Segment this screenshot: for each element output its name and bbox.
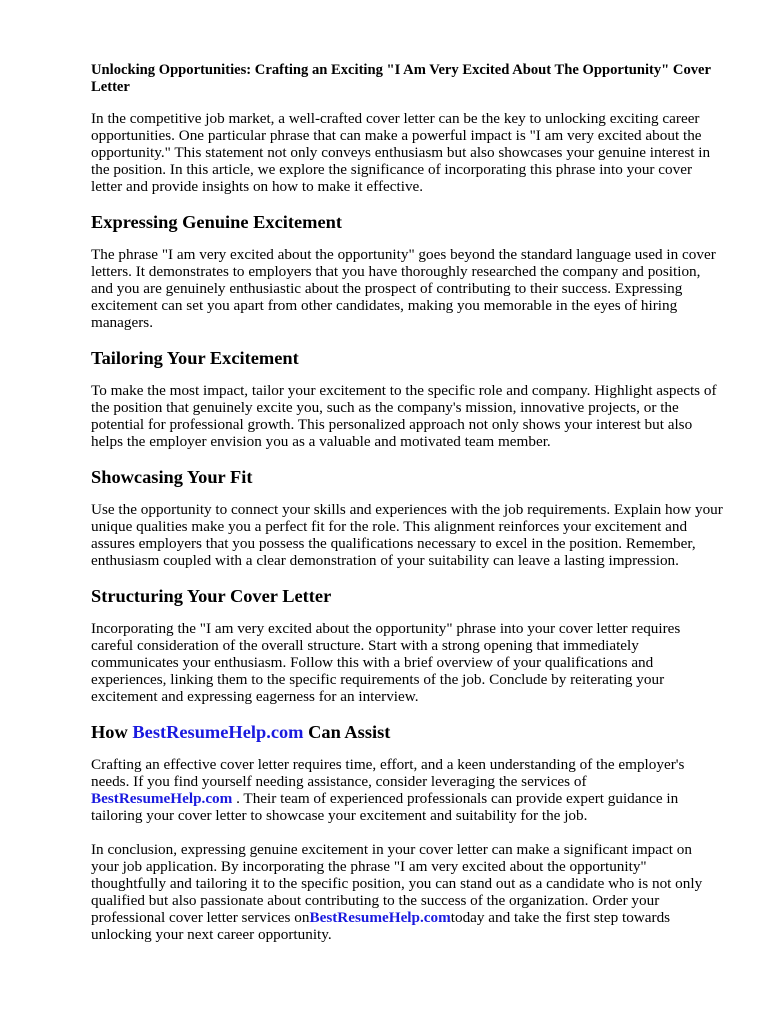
heading-bestresumehelp-link[interactable]: BestResumeHelp.com [132,722,304,742]
heading-how-can-assist [91,721,723,743]
heading-showcasing-fit: Showcasing Your Fit [91,467,253,487]
heading-expressing-excitement: Expressing Genuine Excitement [91,212,343,232]
heading-assist-suffix: Can Assist [303,722,391,742]
paragraph-structuring-letter: Incorporating the "I am very excited about the opportunity" phrase into your cover letter requires careful consideration of the overall structure. Start with a strong opening that immediately communicates your enthusiasm. Follow this with a brief overview of your qualifications and experiences, linking them to the specific requirements of the job. Conclude by reiterating your excitement and expressing eagerness for an interview. [91,620,681,705]
document-page [91,62,723,943]
document-title: Unlocking Opportunities: Crafting an Exciting "I Am Very Excited About The Opportunity" Cover Letter [91,62,711,95]
paragraph-expressing-excitement: The phrase "I am very excited about the opportunity" goes beyond the standard language used in cover letters. It demonstrates to employers that you have thoroughly researched the company and position, and you are genuinely enthusiastic about the prospect of contributing to their success. Expressing excitement can set you apart from other candidates, making you memorable in the eyes of hiring managers. [91,246,716,331]
conclusion-text-after: today and take the first step towards unlocking your next career opportunity. [91,909,671,943]
paragraph-how-can-assist [91,756,723,824]
paragraph-tailoring-excitement: To make the most impact, tailor your excitement to the specific role and company. Highlight aspects of the position that genuinely excite you, such as the company's mission, innovative projects, or the potential for professional growth. This personalized approach not only shows your interest but also helps the employer envision you as a valuable and motivated team member. [91,382,717,450]
heading-tailoring-excitement: Tailoring Your Excitement [91,348,299,368]
assist-text-after: . Their team of experienced professionals can provide expert guidance in tailoring your cover letter to showcase your excitement and suitability for the job. [91,790,679,824]
assist-bestresumehelp-link[interactable]: BestResumeHelp.com [91,790,233,807]
assist-text-before: Crafting an effective cover letter requires time, effort, and a keen understanding of the employer's needs. If you find yourself needing assistance, consider leveraging the services of [91,756,685,790]
conclusion-text-before: In conclusion, expressing genuine excitement in your cover letter can make a significant impact on your job application. By incorporating the phrase "I am very excited about the opportunity" thoughtfully and tailoring it to the specific position, you can stand out as a candidate who is not only qualified but also passionate about contributing to the success of the organization. Order your professional cover letter services on [91,841,703,926]
intro-paragraph: In the competitive job market, a well-crafted cover letter can be the key to unlocking exciting career opportunities. One particular phrase that can make a powerful impact is "I am very excited about the opportunity." This statement not only conveys enthusiasm but also showcases your genuine interest in the position. In this article, we explore the significance of incorporating this phrase into your cover letter and provide insights on how to make it effective. [91,110,711,195]
heading-assist-prefix: How [91,722,133,742]
conclusion-bestresumehelp-link[interactable]: BestResumeHelp.com [309,909,451,926]
paragraph-conclusion [91,841,723,943]
heading-structuring-letter: Structuring Your Cover Letter [91,586,332,606]
paragraph-showcasing-fit: Use the opportunity to connect your skills and experiences with the job requirements. Explain how your unique qualities make you a perfect fit for the role. This alignment reinforces your excitement and assures employers that you possess the qualifications necessary to excel in the position. Remember, enthusiasm coupled with a clear demonstration of your suitability can leave a lasting impression. [91,501,723,569]
